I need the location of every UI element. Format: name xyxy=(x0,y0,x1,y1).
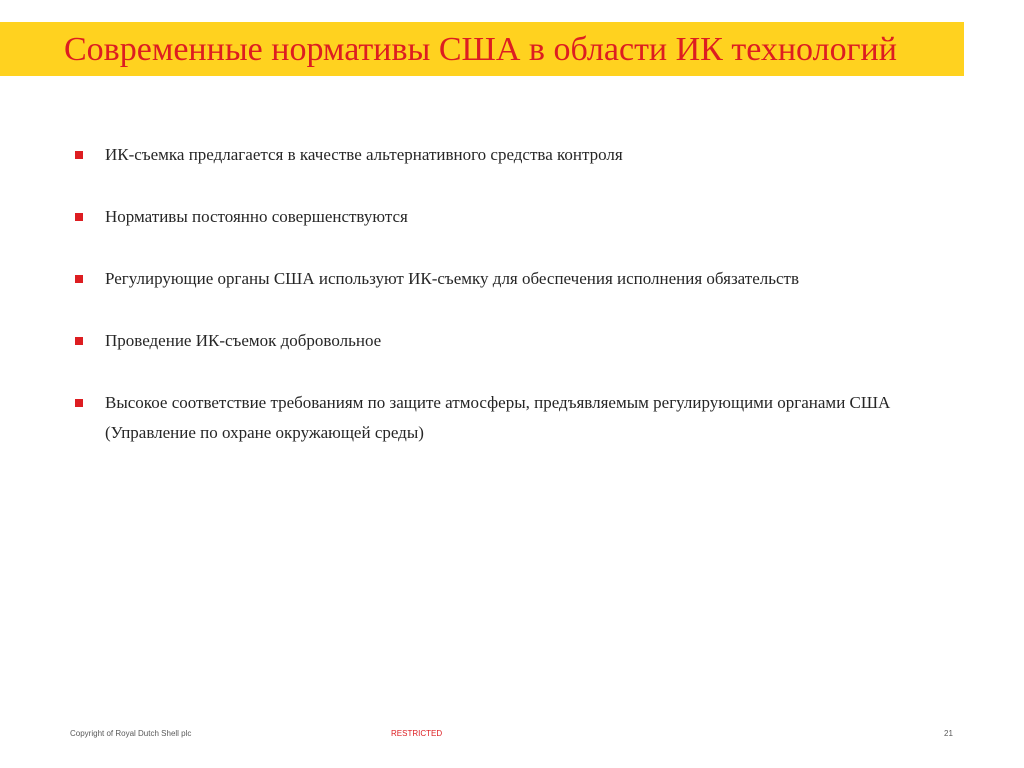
bullet-item xyxy=(74,140,954,170)
bullet-item xyxy=(74,326,954,356)
square-bullet-icon xyxy=(75,337,83,345)
bullet-text: Проведение ИК-съемок добровольное xyxy=(105,331,382,350)
bullet-text: Регулирующие органы США используют ИК-съемку для обеспечения исполнения обязательств xyxy=(105,269,800,288)
bullet-text: ИК-съемка предлагается в качестве альтернативного средства контроля xyxy=(105,145,623,164)
bullet-item xyxy=(74,202,954,232)
square-bullet-icon xyxy=(75,213,83,221)
bullet-list xyxy=(74,140,954,480)
bullet-item xyxy=(74,388,954,448)
footer-classification: RESTRICTED xyxy=(391,729,443,738)
square-bullet-icon xyxy=(75,151,83,159)
square-bullet-icon xyxy=(75,275,83,283)
footer-copyright: Copyright of Royal Dutch Shell plc xyxy=(70,729,192,738)
bullet-text: Высокое соответствие требованиям по защите атмосферы, предъявляемым регулирующими органами США (Управление по охране окружающей среды) xyxy=(105,393,891,442)
bullet-item xyxy=(74,264,954,294)
square-bullet-icon xyxy=(75,399,83,407)
slide-title: Современные нормативы США в области ИК технологий xyxy=(64,31,897,68)
bullet-text: Нормативы постоянно совершенствуются xyxy=(105,207,408,226)
page-number: 21 xyxy=(944,729,953,738)
